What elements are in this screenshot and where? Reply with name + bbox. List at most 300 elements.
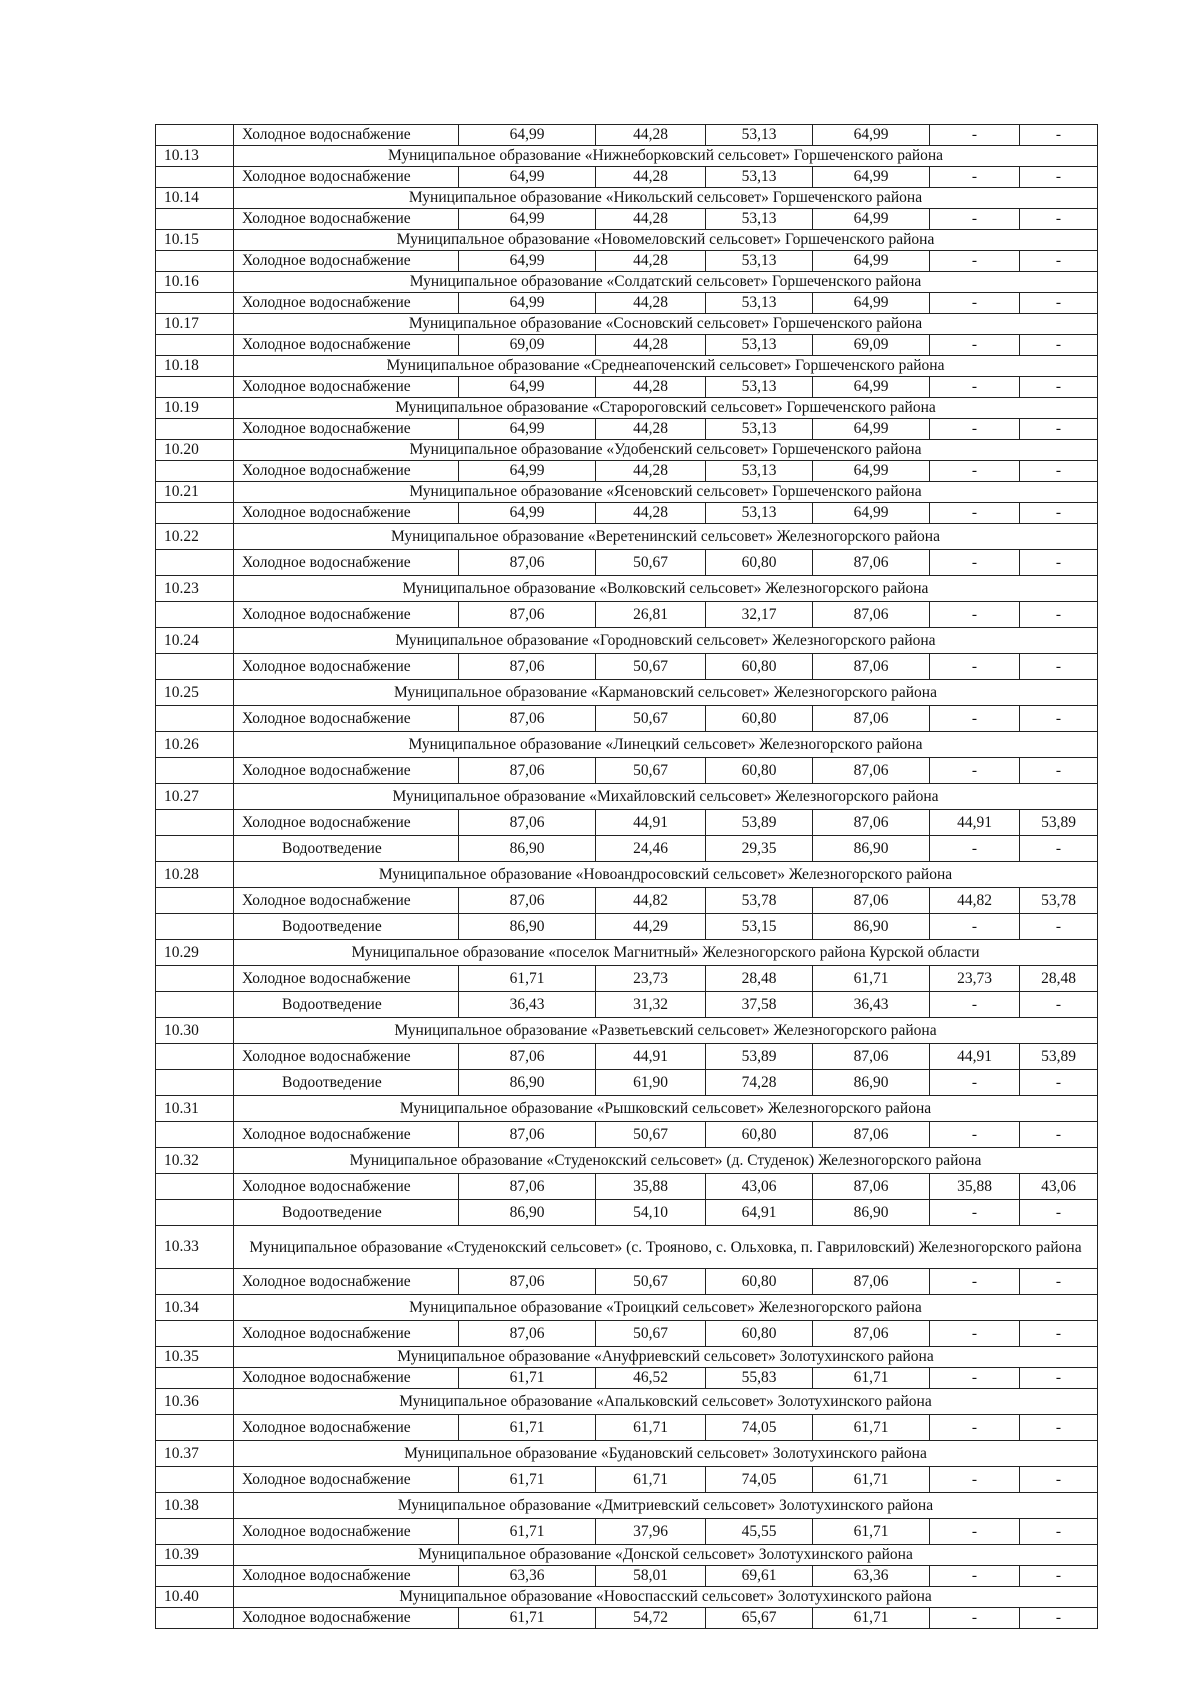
tariff-value: 87,06 bbox=[459, 602, 596, 628]
service-name: Водоотведение bbox=[234, 914, 459, 940]
tariff-value: 87,06 bbox=[459, 758, 596, 784]
tariff-value: 64,99 bbox=[813, 251, 930, 272]
tariff-value: 61,71 bbox=[813, 1608, 930, 1629]
tariff-value: - bbox=[930, 1608, 1020, 1629]
service-row bbox=[156, 251, 1098, 272]
tariff-value: 64,99 bbox=[813, 461, 930, 482]
tariff-value: 61,71 bbox=[459, 1368, 596, 1389]
row-number: 10.16 bbox=[156, 272, 234, 293]
municipality-header-row bbox=[156, 524, 1098, 550]
tariff-value: 44,28 bbox=[596, 293, 706, 314]
municipality-title: Муниципальное образование «Старороговский сельсовет» Горшеченского района bbox=[234, 398, 1098, 419]
empty-cell bbox=[156, 758, 234, 784]
municipality-header-row bbox=[156, 1295, 1098, 1321]
service-name: Холодное водоснабжение bbox=[234, 335, 459, 356]
tariff-value: 53,15 bbox=[706, 914, 813, 940]
tariff-value: - bbox=[930, 167, 1020, 188]
tariff-value: - bbox=[1020, 125, 1098, 146]
service-name: Холодное водоснабжение bbox=[234, 1415, 459, 1441]
municipality-title: Муниципальное образование «Апальковский сельсовет» Золотухинского района bbox=[234, 1389, 1098, 1415]
municipality-title: Муниципальное образование «Солдатский сельсовет» Горшеченского района bbox=[234, 272, 1098, 293]
service-name: Водоотведение bbox=[234, 1070, 459, 1096]
tariff-value: - bbox=[930, 550, 1020, 576]
tariff-value: - bbox=[930, 602, 1020, 628]
tariff-value: 86,90 bbox=[459, 1070, 596, 1096]
municipality-title: Муниципальное образование «Рышковский сельсовет» Железногорского района bbox=[234, 1096, 1098, 1122]
service-name: Холодное водоснабжение bbox=[234, 209, 459, 230]
service-name: Холодное водоснабжение bbox=[234, 1269, 459, 1295]
tariff-value: 64,99 bbox=[459, 503, 596, 524]
tariff-value: 53,13 bbox=[706, 461, 813, 482]
tariff-value: 74,05 bbox=[706, 1415, 813, 1441]
row-number: 10.15 bbox=[156, 230, 234, 251]
municipality-title: Муниципальное образование «Волковский сельсовет» Железногорского района bbox=[234, 576, 1098, 602]
empty-cell bbox=[156, 1368, 234, 1389]
tariff-value: - bbox=[1020, 992, 1098, 1018]
tariff-value: 53,13 bbox=[706, 377, 813, 398]
tariff-value: 61,71 bbox=[459, 1467, 596, 1493]
tariff-value: 61,71 bbox=[813, 966, 930, 992]
row-number: 10.29 bbox=[156, 940, 234, 966]
empty-cell bbox=[156, 1519, 234, 1545]
row-number: 10.30 bbox=[156, 1018, 234, 1044]
service-row bbox=[156, 1368, 1098, 1389]
tariff-value: 36,43 bbox=[459, 992, 596, 1018]
municipality-title: Муниципальное образование «Новоандросовский сельсовет» Железногорского района bbox=[234, 862, 1098, 888]
municipality-title: Муниципальное образование «Дмитриевский сельсовет» Золотухинского района bbox=[234, 1493, 1098, 1519]
tariff-value: - bbox=[1020, 758, 1098, 784]
tariff-value: - bbox=[930, 706, 1020, 732]
tariff-value: 61,71 bbox=[596, 1415, 706, 1441]
row-number: 10.31 bbox=[156, 1096, 234, 1122]
service-name: Холодное водоснабжение bbox=[234, 550, 459, 576]
tariff-value: 53,13 bbox=[706, 419, 813, 440]
tariff-value: 53,89 bbox=[706, 810, 813, 836]
row-number: 10.35 bbox=[156, 1347, 234, 1368]
tariff-value: 37,96 bbox=[596, 1519, 706, 1545]
municipality-header-row bbox=[156, 1493, 1098, 1519]
row-number: 10.36 bbox=[156, 1389, 234, 1415]
tariff-value: 44,28 bbox=[596, 167, 706, 188]
tariff-value: - bbox=[1020, 461, 1098, 482]
tariff-value: 64,99 bbox=[459, 461, 596, 482]
tariff-value: 53,13 bbox=[706, 335, 813, 356]
service-name: Холодное водоснабжение bbox=[234, 888, 459, 914]
tariff-value: - bbox=[930, 1122, 1020, 1148]
tariff-value: - bbox=[1020, 836, 1098, 862]
municipality-title: Муниципальное образование «Линецкий сельсовет» Железногорского района bbox=[234, 732, 1098, 758]
row-number: 10.38 bbox=[156, 1493, 234, 1519]
service-row bbox=[156, 1519, 1098, 1545]
tariff-value: - bbox=[930, 125, 1020, 146]
tariff-value: 37,58 bbox=[706, 992, 813, 1018]
tariff-value: 64,99 bbox=[813, 167, 930, 188]
empty-cell bbox=[156, 1122, 234, 1148]
row-number: 10.28 bbox=[156, 862, 234, 888]
tariff-value: 74,28 bbox=[706, 1070, 813, 1096]
tariff-value: 53,13 bbox=[706, 125, 813, 146]
tariff-value: 53,78 bbox=[1020, 888, 1098, 914]
tariff-value: 87,06 bbox=[459, 1321, 596, 1347]
empty-cell bbox=[156, 251, 234, 272]
service-row bbox=[156, 125, 1098, 146]
tariff-value: 87,06 bbox=[813, 1122, 930, 1148]
tariff-value: 87,06 bbox=[813, 1269, 930, 1295]
tariff-value: - bbox=[930, 1368, 1020, 1389]
tariff-value: 60,80 bbox=[706, 1321, 813, 1347]
row-number: 10.34 bbox=[156, 1295, 234, 1321]
tariff-value: 23,73 bbox=[930, 966, 1020, 992]
service-name: Холодное водоснабжение bbox=[234, 419, 459, 440]
service-row bbox=[156, 1122, 1098, 1148]
municipality-title: Муниципальное образование «Студенокский сельсовет» (д. Студенок) Железногорского района bbox=[234, 1148, 1098, 1174]
tariff-value: - bbox=[1020, 503, 1098, 524]
empty-cell bbox=[156, 1044, 234, 1070]
service-name: Водоотведение bbox=[234, 1200, 459, 1226]
tariff-value: 63,36 bbox=[813, 1566, 930, 1587]
service-name: Холодное водоснабжение bbox=[234, 758, 459, 784]
tariff-value: 87,06 bbox=[813, 654, 930, 680]
municipality-header-row bbox=[156, 314, 1098, 335]
tariff-value: 87,06 bbox=[459, 810, 596, 836]
tariff-value: - bbox=[930, 335, 1020, 356]
tariff-value: 61,71 bbox=[459, 966, 596, 992]
tariff-value: - bbox=[930, 1467, 1020, 1493]
tariff-value: - bbox=[1020, 706, 1098, 732]
tariff-value: 60,80 bbox=[706, 1122, 813, 1148]
tariff-value: 53,13 bbox=[706, 251, 813, 272]
empty-cell bbox=[156, 419, 234, 440]
service-row bbox=[156, 992, 1098, 1018]
tariff-value: - bbox=[930, 1519, 1020, 1545]
municipality-title: Муниципальное образование «Михайловский сельсовет» Железногорского района bbox=[234, 784, 1098, 810]
tariff-value: 53,13 bbox=[706, 503, 813, 524]
service-row bbox=[156, 1415, 1098, 1441]
service-name: Холодное водоснабжение bbox=[234, 1467, 459, 1493]
tariff-value: - bbox=[1020, 1566, 1098, 1587]
tariff-value: 50,67 bbox=[596, 706, 706, 732]
municipality-title: Муниципальное образование «Удобенский сельсовет» Горшеченского района bbox=[234, 440, 1098, 461]
service-name: Холодное водоснабжение bbox=[234, 293, 459, 314]
tariff-value: 54,72 bbox=[596, 1608, 706, 1629]
row-number: 10.33 bbox=[156, 1226, 234, 1269]
empty-cell bbox=[156, 550, 234, 576]
tariff-value: - bbox=[1020, 654, 1098, 680]
tariff-value: 50,67 bbox=[596, 1122, 706, 1148]
tariff-value: 50,67 bbox=[596, 654, 706, 680]
tariff-value: 44,91 bbox=[930, 1044, 1020, 1070]
tariff-value: 63,36 bbox=[459, 1566, 596, 1587]
tariff-value: 53,89 bbox=[706, 1044, 813, 1070]
tariff-value: - bbox=[1020, 209, 1098, 230]
tariff-value: 60,80 bbox=[706, 1269, 813, 1295]
service-row bbox=[156, 461, 1098, 482]
municipality-header-row bbox=[156, 576, 1098, 602]
tariff-value: - bbox=[930, 251, 1020, 272]
empty-cell bbox=[156, 992, 234, 1018]
municipality-title: Муниципальное образование «Новомеловский сельсовет» Горшеченского района bbox=[234, 230, 1098, 251]
empty-cell bbox=[156, 1269, 234, 1295]
service-name: Холодное водоснабжение bbox=[234, 810, 459, 836]
tariff-value: - bbox=[1020, 602, 1098, 628]
tariff-value: 69,61 bbox=[706, 1566, 813, 1587]
service-name: Холодное водоснабжение bbox=[234, 1122, 459, 1148]
tariff-value: - bbox=[930, 836, 1020, 862]
row-number: 10.23 bbox=[156, 576, 234, 602]
service-row bbox=[156, 503, 1098, 524]
municipality-header-row bbox=[156, 628, 1098, 654]
row-number: 10.19 bbox=[156, 398, 234, 419]
tariff-value: 87,06 bbox=[813, 550, 930, 576]
service-name: Холодное водоснабжение bbox=[234, 602, 459, 628]
service-row bbox=[156, 419, 1098, 440]
tariff-value: - bbox=[930, 293, 1020, 314]
tariff-value: 32,17 bbox=[706, 602, 813, 628]
empty-cell bbox=[156, 1467, 234, 1493]
tariff-value: - bbox=[1020, 1415, 1098, 1441]
tariff-value: 64,99 bbox=[459, 377, 596, 398]
service-row bbox=[156, 810, 1098, 836]
tariff-value: - bbox=[1020, 1070, 1098, 1096]
tariff-value: 64,99 bbox=[459, 419, 596, 440]
service-name: Холодное водоснабжение bbox=[234, 167, 459, 188]
tariff-value: 64,99 bbox=[813, 293, 930, 314]
tariff-value: 86,90 bbox=[459, 836, 596, 862]
tariff-value: 60,80 bbox=[706, 706, 813, 732]
tariff-value: - bbox=[1020, 293, 1098, 314]
tariff-value: 44,28 bbox=[596, 461, 706, 482]
empty-cell bbox=[156, 293, 234, 314]
service-name: Холодное водоснабжение bbox=[234, 503, 459, 524]
tariff-value: 24,46 bbox=[596, 836, 706, 862]
service-row bbox=[156, 654, 1098, 680]
tariff-value: 50,67 bbox=[596, 758, 706, 784]
row-number: 10.26 bbox=[156, 732, 234, 758]
service-row bbox=[156, 1174, 1098, 1200]
service-name: Водоотведение bbox=[234, 992, 459, 1018]
tariff-value: 86,90 bbox=[813, 914, 930, 940]
municipality-title: Муниципальное образование «Среднеапоченский сельсовет» Горшеченского района bbox=[234, 356, 1098, 377]
empty-cell bbox=[156, 503, 234, 524]
municipality-header-row bbox=[156, 680, 1098, 706]
municipality-header-row bbox=[156, 1545, 1098, 1566]
tariff-value: - bbox=[930, 1070, 1020, 1096]
service-row bbox=[156, 550, 1098, 576]
empty-cell bbox=[156, 966, 234, 992]
tariff-value: 87,06 bbox=[813, 888, 930, 914]
tariff-value: - bbox=[930, 654, 1020, 680]
municipality-header-row bbox=[156, 1441, 1098, 1467]
tariff-value: 74,05 bbox=[706, 1467, 813, 1493]
tariff-value: 44,28 bbox=[596, 377, 706, 398]
tariff-value: 44,91 bbox=[930, 810, 1020, 836]
tariff-value: 87,06 bbox=[459, 550, 596, 576]
tariff-value: - bbox=[930, 419, 1020, 440]
tariff-value: 36,43 bbox=[813, 992, 930, 1018]
empty-cell bbox=[156, 810, 234, 836]
municipality-title: Муниципальное образование «Троицкий сельсовет» Железногорского района bbox=[234, 1295, 1098, 1321]
row-number: 10.18 bbox=[156, 356, 234, 377]
tariff-value: - bbox=[1020, 335, 1098, 356]
tariff-value: 64,99 bbox=[813, 125, 930, 146]
row-number: 10.24 bbox=[156, 628, 234, 654]
municipality-title: Муниципальное образование «Разветьевский сельсовет» Железногорского района bbox=[234, 1018, 1098, 1044]
service-row bbox=[156, 1044, 1098, 1070]
tariff-value: 61,90 bbox=[596, 1070, 706, 1096]
tariff-value: 23,73 bbox=[596, 966, 706, 992]
row-number: 10.20 bbox=[156, 440, 234, 461]
tariff-table bbox=[155, 124, 1098, 1629]
tariff-value: 64,99 bbox=[459, 293, 596, 314]
tariff-value: 35,88 bbox=[930, 1174, 1020, 1200]
tariff-value: - bbox=[930, 377, 1020, 398]
municipality-header-row bbox=[156, 862, 1098, 888]
service-row bbox=[156, 966, 1098, 992]
tariff-value: 87,06 bbox=[813, 1044, 930, 1070]
row-number: 10.21 bbox=[156, 482, 234, 503]
empty-cell bbox=[156, 1321, 234, 1347]
tariff-value: - bbox=[1020, 1608, 1098, 1629]
tariff-value: 61,71 bbox=[459, 1608, 596, 1629]
empty-cell bbox=[156, 914, 234, 940]
tariff-value: 64,99 bbox=[459, 167, 596, 188]
tariff-value: - bbox=[1020, 251, 1098, 272]
tariff-value: - bbox=[930, 1269, 1020, 1295]
service-row bbox=[156, 209, 1098, 230]
municipality-title: Муниципальное образование «Городновский сельсовет» Железногорского района bbox=[234, 628, 1098, 654]
service-row bbox=[156, 1200, 1098, 1226]
empty-cell bbox=[156, 209, 234, 230]
tariff-value: 64,99 bbox=[813, 377, 930, 398]
row-number: 10.25 bbox=[156, 680, 234, 706]
row-number: 10.40 bbox=[156, 1587, 234, 1608]
row-number: 10.39 bbox=[156, 1545, 234, 1566]
municipality-title: Муниципальное образование «Веретенинский сельсовет» Железногорского района bbox=[234, 524, 1098, 550]
tariff-value: 61,71 bbox=[459, 1519, 596, 1545]
tariff-value: 44,28 bbox=[596, 251, 706, 272]
service-row bbox=[156, 377, 1098, 398]
municipality-title: Муниципальное образование «Будановский сельсовет» Золотухинского района bbox=[234, 1441, 1098, 1467]
tariff-value: 29,35 bbox=[706, 836, 813, 862]
tariff-value: 87,06 bbox=[459, 888, 596, 914]
tariff-value: 35,88 bbox=[596, 1174, 706, 1200]
tariff-value: 44,82 bbox=[596, 888, 706, 914]
tariff-value: 53,13 bbox=[706, 293, 813, 314]
tariff-value: 46,52 bbox=[596, 1368, 706, 1389]
service-row bbox=[156, 706, 1098, 732]
tariff-value: - bbox=[1020, 1200, 1098, 1226]
tariff-value: 31,32 bbox=[596, 992, 706, 1018]
service-name: Холодное водоснабжение bbox=[234, 377, 459, 398]
service-row bbox=[156, 1467, 1098, 1493]
municipality-header-row bbox=[156, 440, 1098, 461]
empty-cell bbox=[156, 1070, 234, 1096]
tariff-value: 54,10 bbox=[596, 1200, 706, 1226]
tariff-value: 87,06 bbox=[813, 1174, 930, 1200]
municipality-header-row bbox=[156, 230, 1098, 251]
tariff-value: 87,06 bbox=[813, 1321, 930, 1347]
row-number: 10.14 bbox=[156, 188, 234, 209]
service-name: Холодное водоснабжение bbox=[234, 1174, 459, 1200]
tariff-value: - bbox=[1020, 167, 1098, 188]
municipality-header-row bbox=[156, 940, 1098, 966]
municipality-title: Муниципальное образование «Ануфриевский сельсовет» Золотухинского района bbox=[234, 1347, 1098, 1368]
tariff-value: 45,55 bbox=[706, 1519, 813, 1545]
service-name: Холодное водоснабжение bbox=[234, 1519, 459, 1545]
tariff-value: - bbox=[930, 914, 1020, 940]
empty-cell bbox=[156, 654, 234, 680]
tariff-value: 44,82 bbox=[930, 888, 1020, 914]
service-row bbox=[156, 914, 1098, 940]
service-name: Холодное водоснабжение bbox=[234, 966, 459, 992]
municipality-header-row bbox=[156, 1096, 1098, 1122]
tariff-value: 86,90 bbox=[459, 1200, 596, 1226]
tariff-value: 43,06 bbox=[1020, 1174, 1098, 1200]
municipality-title: Муниципальное образование «Донской сельсовет» Золотухинского района bbox=[234, 1545, 1098, 1566]
tariff-value: 44,91 bbox=[596, 810, 706, 836]
service-row bbox=[156, 888, 1098, 914]
tariff-value: 60,80 bbox=[706, 758, 813, 784]
service-row bbox=[156, 293, 1098, 314]
service-name: Водоотведение bbox=[234, 836, 459, 862]
tariff-value: 28,48 bbox=[1020, 966, 1098, 992]
tariff-value: - bbox=[1020, 1269, 1098, 1295]
tariff-value: 86,90 bbox=[813, 1070, 930, 1096]
empty-cell bbox=[156, 167, 234, 188]
tariff-value: 87,06 bbox=[459, 1122, 596, 1148]
tariff-value: - bbox=[1020, 1368, 1098, 1389]
service-name: Холодное водоснабжение bbox=[234, 1566, 459, 1587]
municipality-title: Муниципальное образование «Ясеновский сельсовет» Горшеченского района bbox=[234, 482, 1098, 503]
service-name: Холодное водоснабжение bbox=[234, 1368, 459, 1389]
tariff-value: 44,28 bbox=[596, 419, 706, 440]
tariff-value: 61,71 bbox=[813, 1519, 930, 1545]
tariff-value: 87,06 bbox=[813, 706, 930, 732]
service-name: Холодное водоснабжение bbox=[234, 654, 459, 680]
tariff-value: - bbox=[1020, 550, 1098, 576]
tariff-value: 87,06 bbox=[459, 1269, 596, 1295]
municipality-header-row bbox=[156, 1389, 1098, 1415]
tariff-value: 65,67 bbox=[706, 1608, 813, 1629]
tariff-value: 64,99 bbox=[459, 251, 596, 272]
service-row bbox=[156, 1321, 1098, 1347]
municipality-header-row bbox=[156, 732, 1098, 758]
service-name: Холодное водоснабжение bbox=[234, 461, 459, 482]
tariff-value: 64,91 bbox=[706, 1200, 813, 1226]
tariff-value: 64,99 bbox=[459, 209, 596, 230]
service-row bbox=[156, 335, 1098, 356]
tariff-value: 87,06 bbox=[459, 1044, 596, 1070]
tariff-value: 64,99 bbox=[459, 125, 596, 146]
service-row bbox=[156, 758, 1098, 784]
tariff-value: 44,91 bbox=[596, 1044, 706, 1070]
empty-cell bbox=[156, 125, 234, 146]
tariff-value: 58,01 bbox=[596, 1566, 706, 1587]
tariff-value: 44,28 bbox=[596, 209, 706, 230]
municipality-header-row bbox=[156, 272, 1098, 293]
service-row bbox=[156, 167, 1098, 188]
empty-cell bbox=[156, 836, 234, 862]
tariff-value: 53,13 bbox=[706, 167, 813, 188]
row-number: 10.13 bbox=[156, 146, 234, 167]
tariff-value: 64,99 bbox=[813, 503, 930, 524]
municipality-title: Муниципальное образование «Сосновский сельсовет» Горшеченского района bbox=[234, 314, 1098, 335]
tariff-value: - bbox=[1020, 1122, 1098, 1148]
service-row bbox=[156, 1070, 1098, 1096]
service-row bbox=[156, 1566, 1098, 1587]
empty-cell bbox=[156, 1200, 234, 1226]
tariff-value: - bbox=[1020, 914, 1098, 940]
